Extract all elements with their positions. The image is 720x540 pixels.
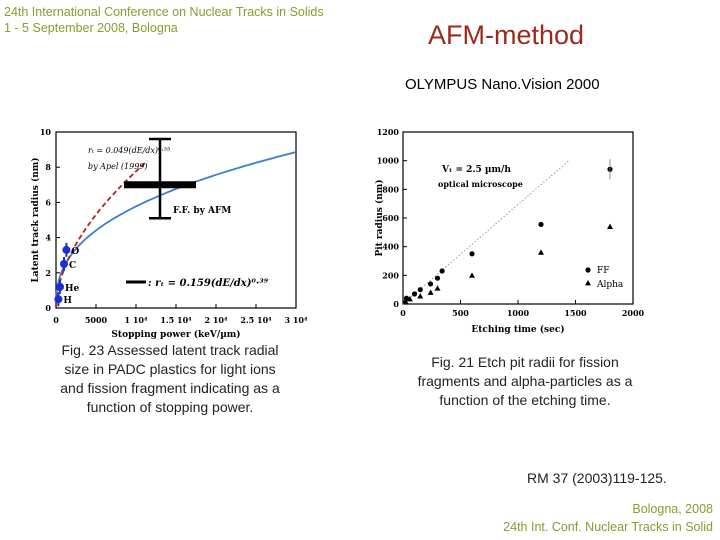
y-tick-label: 0 (45, 303, 51, 313)
y-tick-label: 10 (39, 127, 51, 137)
caption-fig21: Fig. 21 Etch pit radii for fission fragments and alpha-particles as a function of the etching time. (417, 354, 633, 408)
footer-location: Bologna, 2008 (632, 502, 713, 516)
conference-header: 24th International Conference on Nuclear Tracks in Solids 1 - 5 September 2008, Bologna (4, 5, 324, 35)
ff-point (469, 251, 474, 256)
y-axis-label: Latent track radius (nm) (31, 157, 41, 283)
ion-point (62, 246, 70, 254)
page-title: AFM-method (428, 20, 585, 50)
y-tick-label: 400 (382, 241, 399, 252)
legend-alpha-marker (585, 280, 591, 285)
x-tick-label: 3 10⁴ (284, 315, 308, 325)
optical-label: optical microscope (438, 179, 523, 189)
alpha-point (417, 293, 423, 298)
x-tick-label: 2000 (621, 308, 645, 318)
x-tick-label: 1 10⁴ (124, 315, 148, 325)
ff-point (435, 276, 440, 281)
y-tick-label: 1200 (376, 127, 399, 137)
y-tick-label: 200 (382, 270, 399, 281)
latent-track-chart (26, 122, 310, 342)
instrument-subtitle: OLYMPUS Nano.Vision 2000 (405, 76, 600, 93)
x-tick-label: 0 (400, 308, 406, 318)
footer-conference: 24th Int. Conf. Nuclear Tracks in Solid (503, 520, 713, 534)
apel-formula-label: rₜ = 0.049(dE/dx)⁰·⁵⁵ (88, 146, 171, 155)
ion-point (54, 295, 62, 303)
ion-point (56, 283, 64, 291)
etch-pit-chart (370, 122, 645, 342)
y-tick-label: 1000 (376, 155, 399, 166)
ff-point (440, 268, 445, 273)
fit-formula-label: : rₜ = 0.159(dE/dx)⁰·³⁹ (148, 278, 269, 289)
x-tick-label: 1.5 10⁴ (160, 315, 192, 325)
rate-label: Vₜ = 2.5 µm/h (442, 165, 511, 175)
y-tick-label: 8 (45, 162, 51, 173)
alpha-point (607, 224, 613, 229)
x-tick-label: 5000 (84, 315, 108, 325)
ion-label: O (71, 246, 80, 257)
ff-point (418, 287, 423, 292)
x-tick-label: 1500 (564, 308, 587, 318)
alpha-point (428, 290, 434, 295)
reference: RM 37 (2003)119-125. (527, 470, 667, 486)
alpha-point (538, 249, 544, 254)
x-tick-label: 2 10⁴ (204, 315, 228, 325)
ion-label: He (65, 283, 80, 294)
x-tick-label: 500 (452, 308, 469, 318)
legend-ff-label: FF (597, 266, 610, 276)
ff-point (538, 222, 543, 227)
y-tick-label: 0 (393, 299, 399, 309)
alpha-point (435, 285, 441, 290)
x-tick-label: 1000 (506, 308, 530, 318)
ff-point (428, 281, 433, 286)
alpha-point (469, 272, 475, 277)
ff-label: F.F. by AFM (173, 205, 232, 216)
y-tick-label: 2 (45, 267, 51, 278)
ion-label: C (69, 261, 77, 271)
ion-label: H (63, 296, 72, 307)
x-tick-label: 0 (53, 315, 59, 325)
apel-reference-label: by Apel (1999) (88, 162, 148, 171)
y-tick-label: 6 (45, 197, 51, 208)
y-axis-label: Pit radius (nm) (375, 179, 385, 257)
x-axis-label: Etching time (sec) (471, 325, 565, 335)
y-tick-label: 4 (45, 232, 51, 243)
x-tick-label: 2.5 10⁴ (240, 315, 272, 325)
legend-ff-marker (585, 267, 590, 272)
y-tick-label: 600 (382, 213, 399, 223)
legend-alpha-label: Alpha (597, 280, 624, 290)
ion-point (60, 260, 68, 268)
caption-fig23: Fig. 23 Assessed latent track radial size in PADC plastics for light ions and fission fragment indicating as a function of stopping power. (60, 342, 280, 415)
ff-point (412, 291, 417, 296)
y-tick-label: 800 (382, 184, 399, 195)
x-axis-label: Stopping power (keV/µm) (111, 330, 241, 340)
